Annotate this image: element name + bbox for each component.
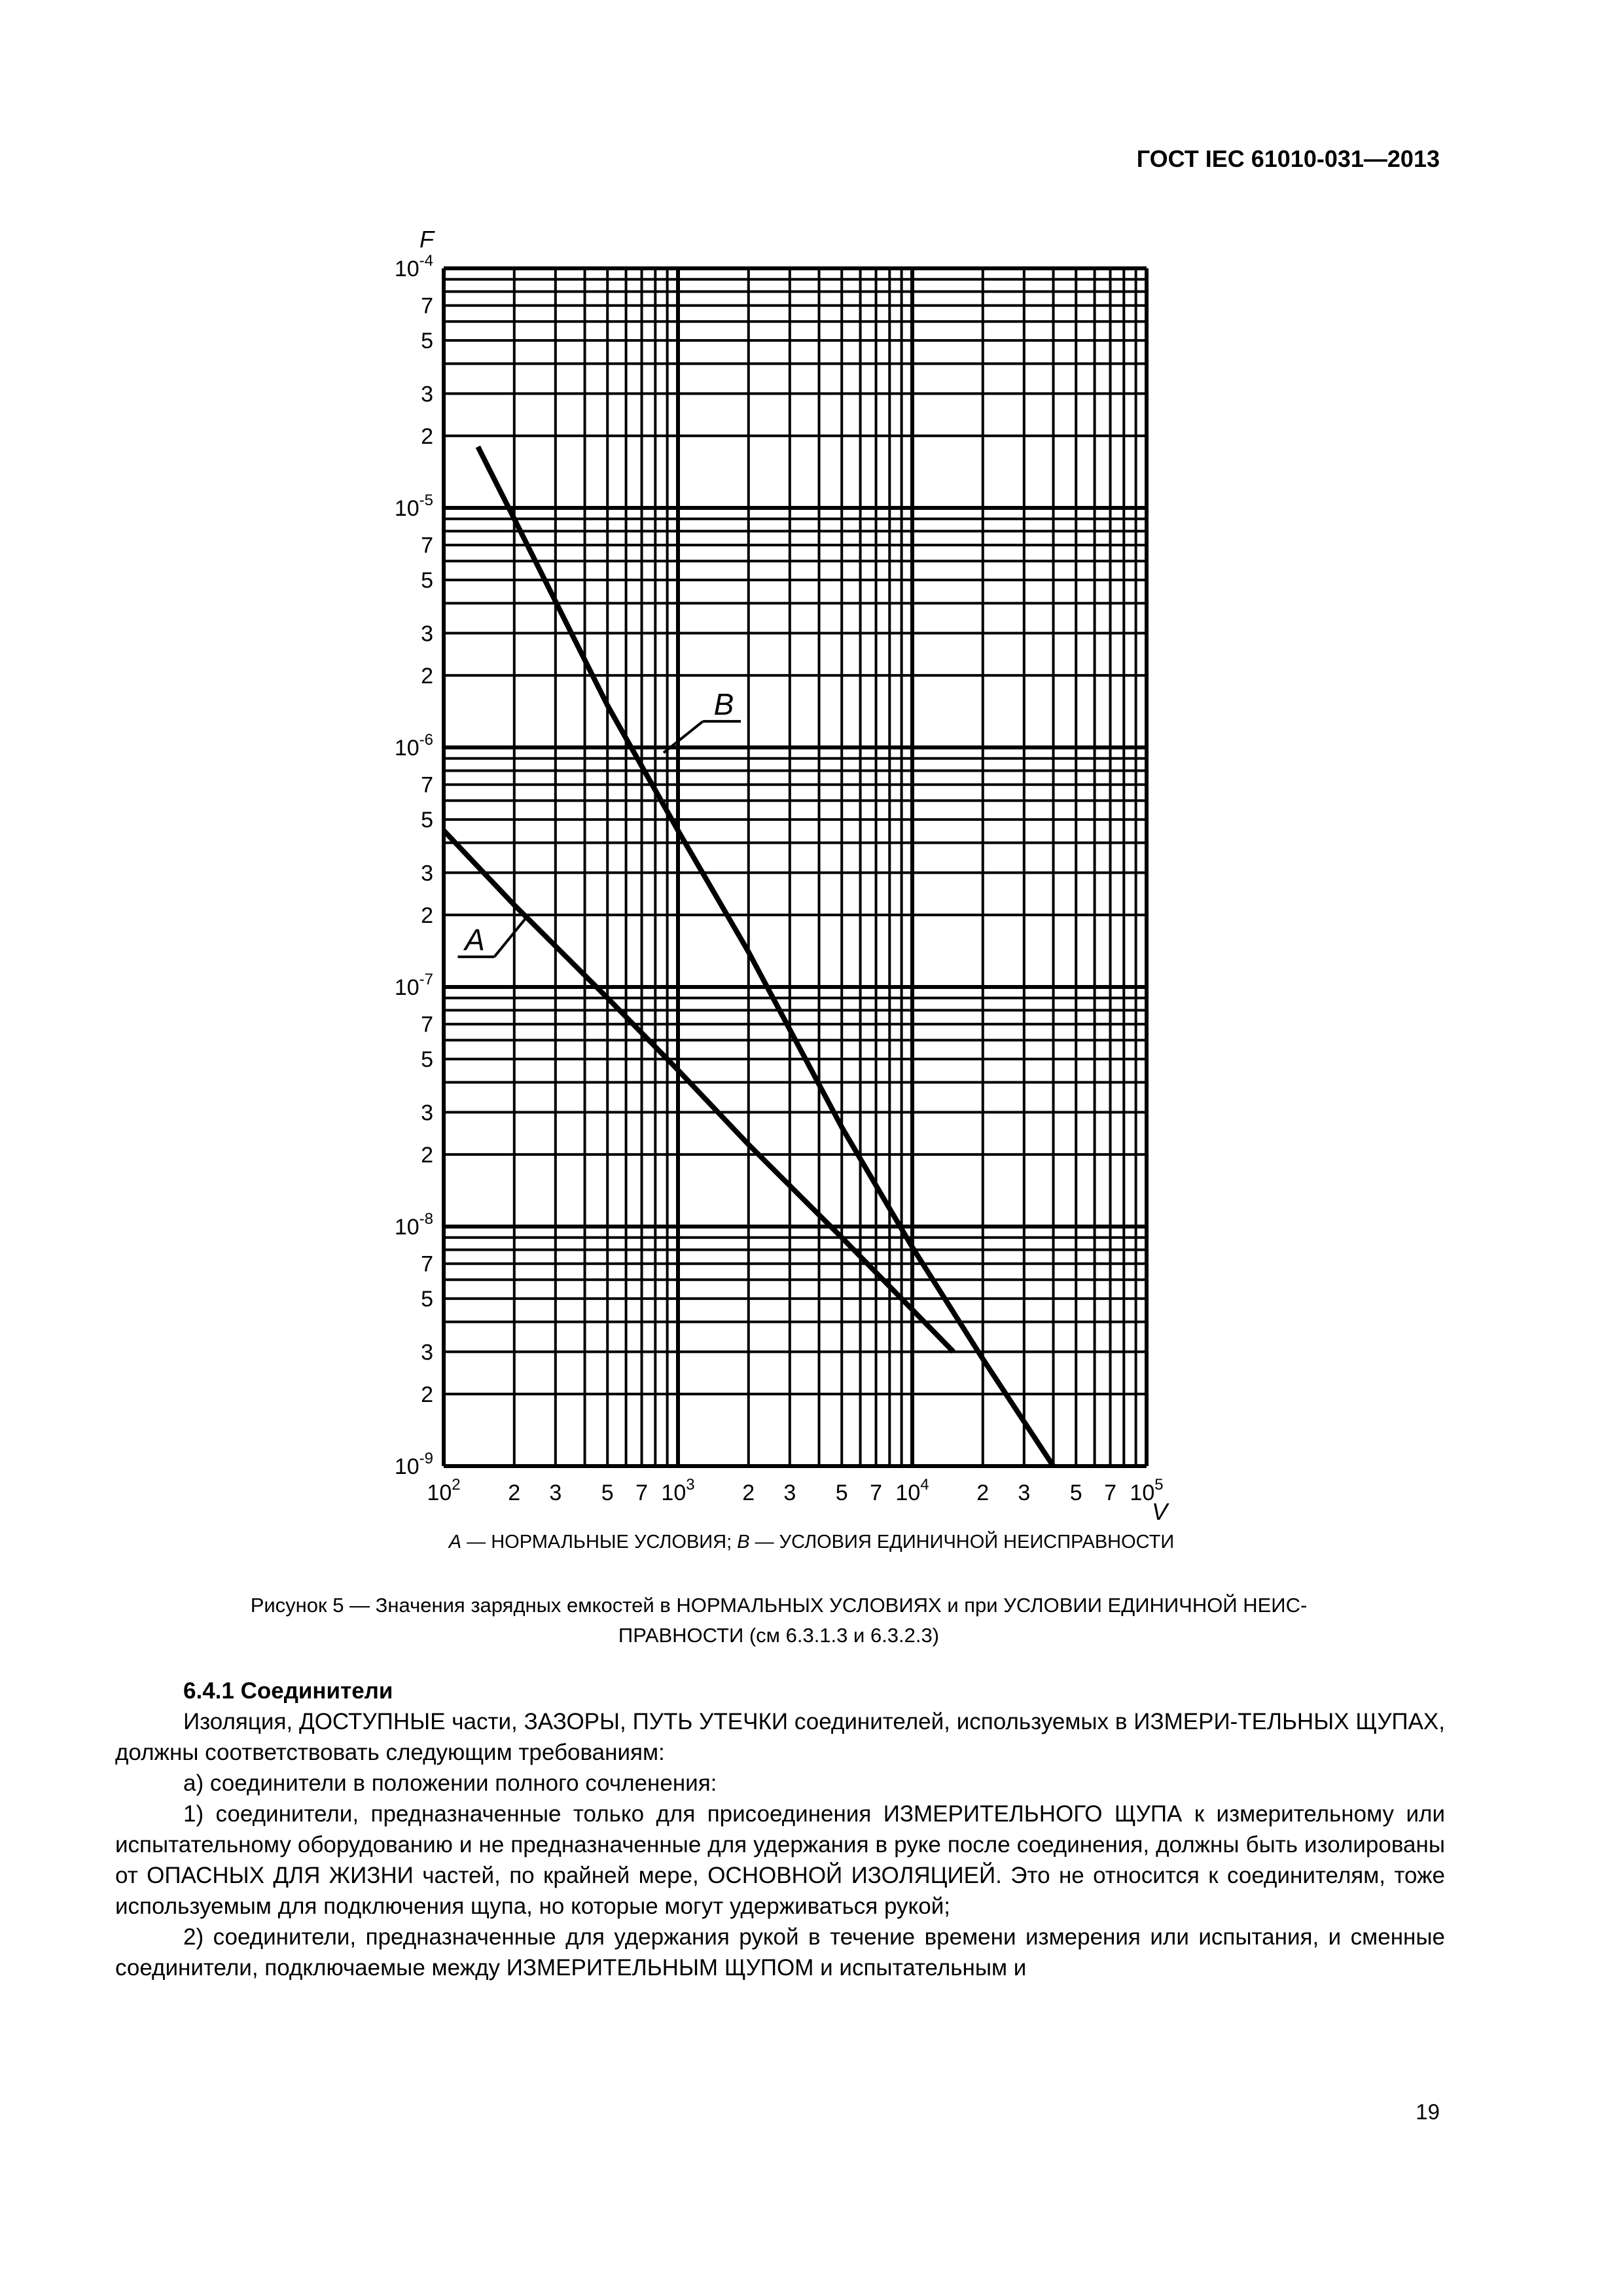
section-title: 6.4.1 Соединители <box>183 1678 393 1704</box>
x-tick-label: 3 <box>1018 1480 1031 1505</box>
y-tick-label: 7 <box>421 1012 433 1037</box>
x-tick-label: 2 <box>742 1480 755 1505</box>
figure-caption-line-2: ПРАВНОСТИ (см 6.3.1.3 и 6.3.2.3) <box>618 1624 940 1647</box>
x-tick-label: 3 <box>549 1480 562 1505</box>
y-tick-label: 7 <box>421 772 433 798</box>
x-tick-label: 7 <box>1104 1480 1117 1505</box>
figure-caption-line-1: Рисунок 5 — Значения зарядных емкостей в НОРМАЛЬНЫХ УСЛОВИЯХ и при УСЛОВИИ ЕДИНИЧНОЙ НЕИС- <box>250 1594 1308 1617</box>
x-tick-label: 7 <box>870 1480 883 1505</box>
y-tick-label: 2 <box>421 1382 433 1407</box>
y-tick-label: $10^{-7}$ <box>394 971 433 1000</box>
legend-a-letter: A <box>448 1532 462 1552</box>
y-tick-label: 2 <box>421 1142 433 1168</box>
x-tick-label: 7 <box>635 1480 649 1505</box>
figure-legend <box>196 1532 1427 1553</box>
y-tick-label: 7 <box>421 293 433 319</box>
y-axis-label: F <box>419 226 434 253</box>
x-tick-label: 5 <box>601 1480 614 1505</box>
paragraph-4: 2) соединители, предназначенные для удержания рукой в течение времени измерения или испытания, и сменные соединители, подключаемые между ИЗМЕРИТЕЛЬНЫМ ЩУПОМ и испытательным и <box>115 1924 1445 1981</box>
legend-a-text: — НОРМАЛЬНЫЕ УСЛОВИЯ; <box>461 1532 738 1552</box>
y-tick-label: 7 <box>421 1251 433 1277</box>
chart-grid <box>444 268 1147 1466</box>
chart-annotations <box>457 687 741 957</box>
y-tick-label: 5 <box>421 1287 433 1312</box>
series-label-B: B <box>713 687 734 722</box>
paragraph-1: Изоляция, ДОСТУПНЫЕ части, ЗАЗОРЫ, ПУТЬ УТЕЧКИ соединителей, используемых в ИЗМЕРИ-ТЕЛЬНЫХ ЩУПАХ, должны соответствовать следующим требованиям: <box>115 1709 1445 1765</box>
x-axis-label: V <box>1151 1498 1168 1525</box>
y-tick-label: $10^{-6}$ <box>394 731 433 761</box>
y-tick-label: 3 <box>421 382 433 407</box>
x-tick-label: $10^4$ <box>895 1476 929 1505</box>
y-tick-label: 3 <box>421 861 433 886</box>
x-tick-label: 2 <box>508 1480 521 1505</box>
y-tick-label: $10^{-5}$ <box>394 492 433 521</box>
y-tick-label: $10^{-4}$ <box>394 252 433 281</box>
x-tick-label: $10^5$ <box>1130 1476 1164 1505</box>
page-number: 19 <box>1416 2100 1440 2124</box>
x-tick-label: $10^3$ <box>661 1476 695 1505</box>
y-tick-label: $10^{-8}$ <box>394 1210 433 1240</box>
y-tick-label: $10^{-9}$ <box>394 1450 433 1479</box>
y-tick-label: 2 <box>421 903 433 928</box>
leader-line-A <box>494 915 528 957</box>
y-tick-label: 3 <box>421 621 433 647</box>
x-tick-label: 5 <box>1069 1480 1082 1505</box>
legend-b-text: — УСЛОВИЯ ЕДИНИЧНОЙ НЕИСПРАВНОСТИ <box>749 1532 1175 1552</box>
y-tick-label: 5 <box>421 329 433 354</box>
x-tick-label: 2 <box>976 1480 990 1505</box>
figure-caption <box>131 1590 1427 1651</box>
y-tick-label: 5 <box>421 1047 433 1073</box>
x-tick-label: $10^2$ <box>427 1476 461 1505</box>
y-tick-label: 5 <box>421 568 433 594</box>
series-label-A: A <box>465 922 485 957</box>
x-tick-label: 3 <box>783 1480 796 1505</box>
y-tick-label: 3 <box>421 1340 433 1365</box>
y-tick-label: 2 <box>421 423 433 449</box>
paragraph-3: 1) соединители, предназначенные только для присоединения ИЗМЕРИТЕЛЬНОГО ЩУПА к измерительному или испытательному оборудованию и не предназначенные для удержания в руке после соединения, должны быть изолированы от ОПАСНЫХ ДЛЯ ЖИЗНИ частей, по крайней мере, ОСНОВНОЙ ИЗОЛЯЦИЕЙ. Это не относится к соединителям, тоже используемым для подключения щупа, но которые могут удерживаться рукой; <box>115 1801 1445 1919</box>
y-tick-label: 2 <box>421 663 433 689</box>
document-header: ГОСТ IEC 61010-031—2013 <box>1136 145 1440 172</box>
x-tick-label: 5 <box>835 1480 848 1505</box>
chart-tick-labels <box>395 252 1164 1505</box>
body-text <box>115 1676 1445 1983</box>
y-tick-label: 7 <box>421 533 433 558</box>
paragraph-2: а) соединители в положении полного сочленения: <box>183 1770 717 1796</box>
y-tick-label: 5 <box>421 808 433 833</box>
legend-b-letter: B <box>737 1532 750 1552</box>
y-tick-label: 3 <box>421 1100 433 1126</box>
